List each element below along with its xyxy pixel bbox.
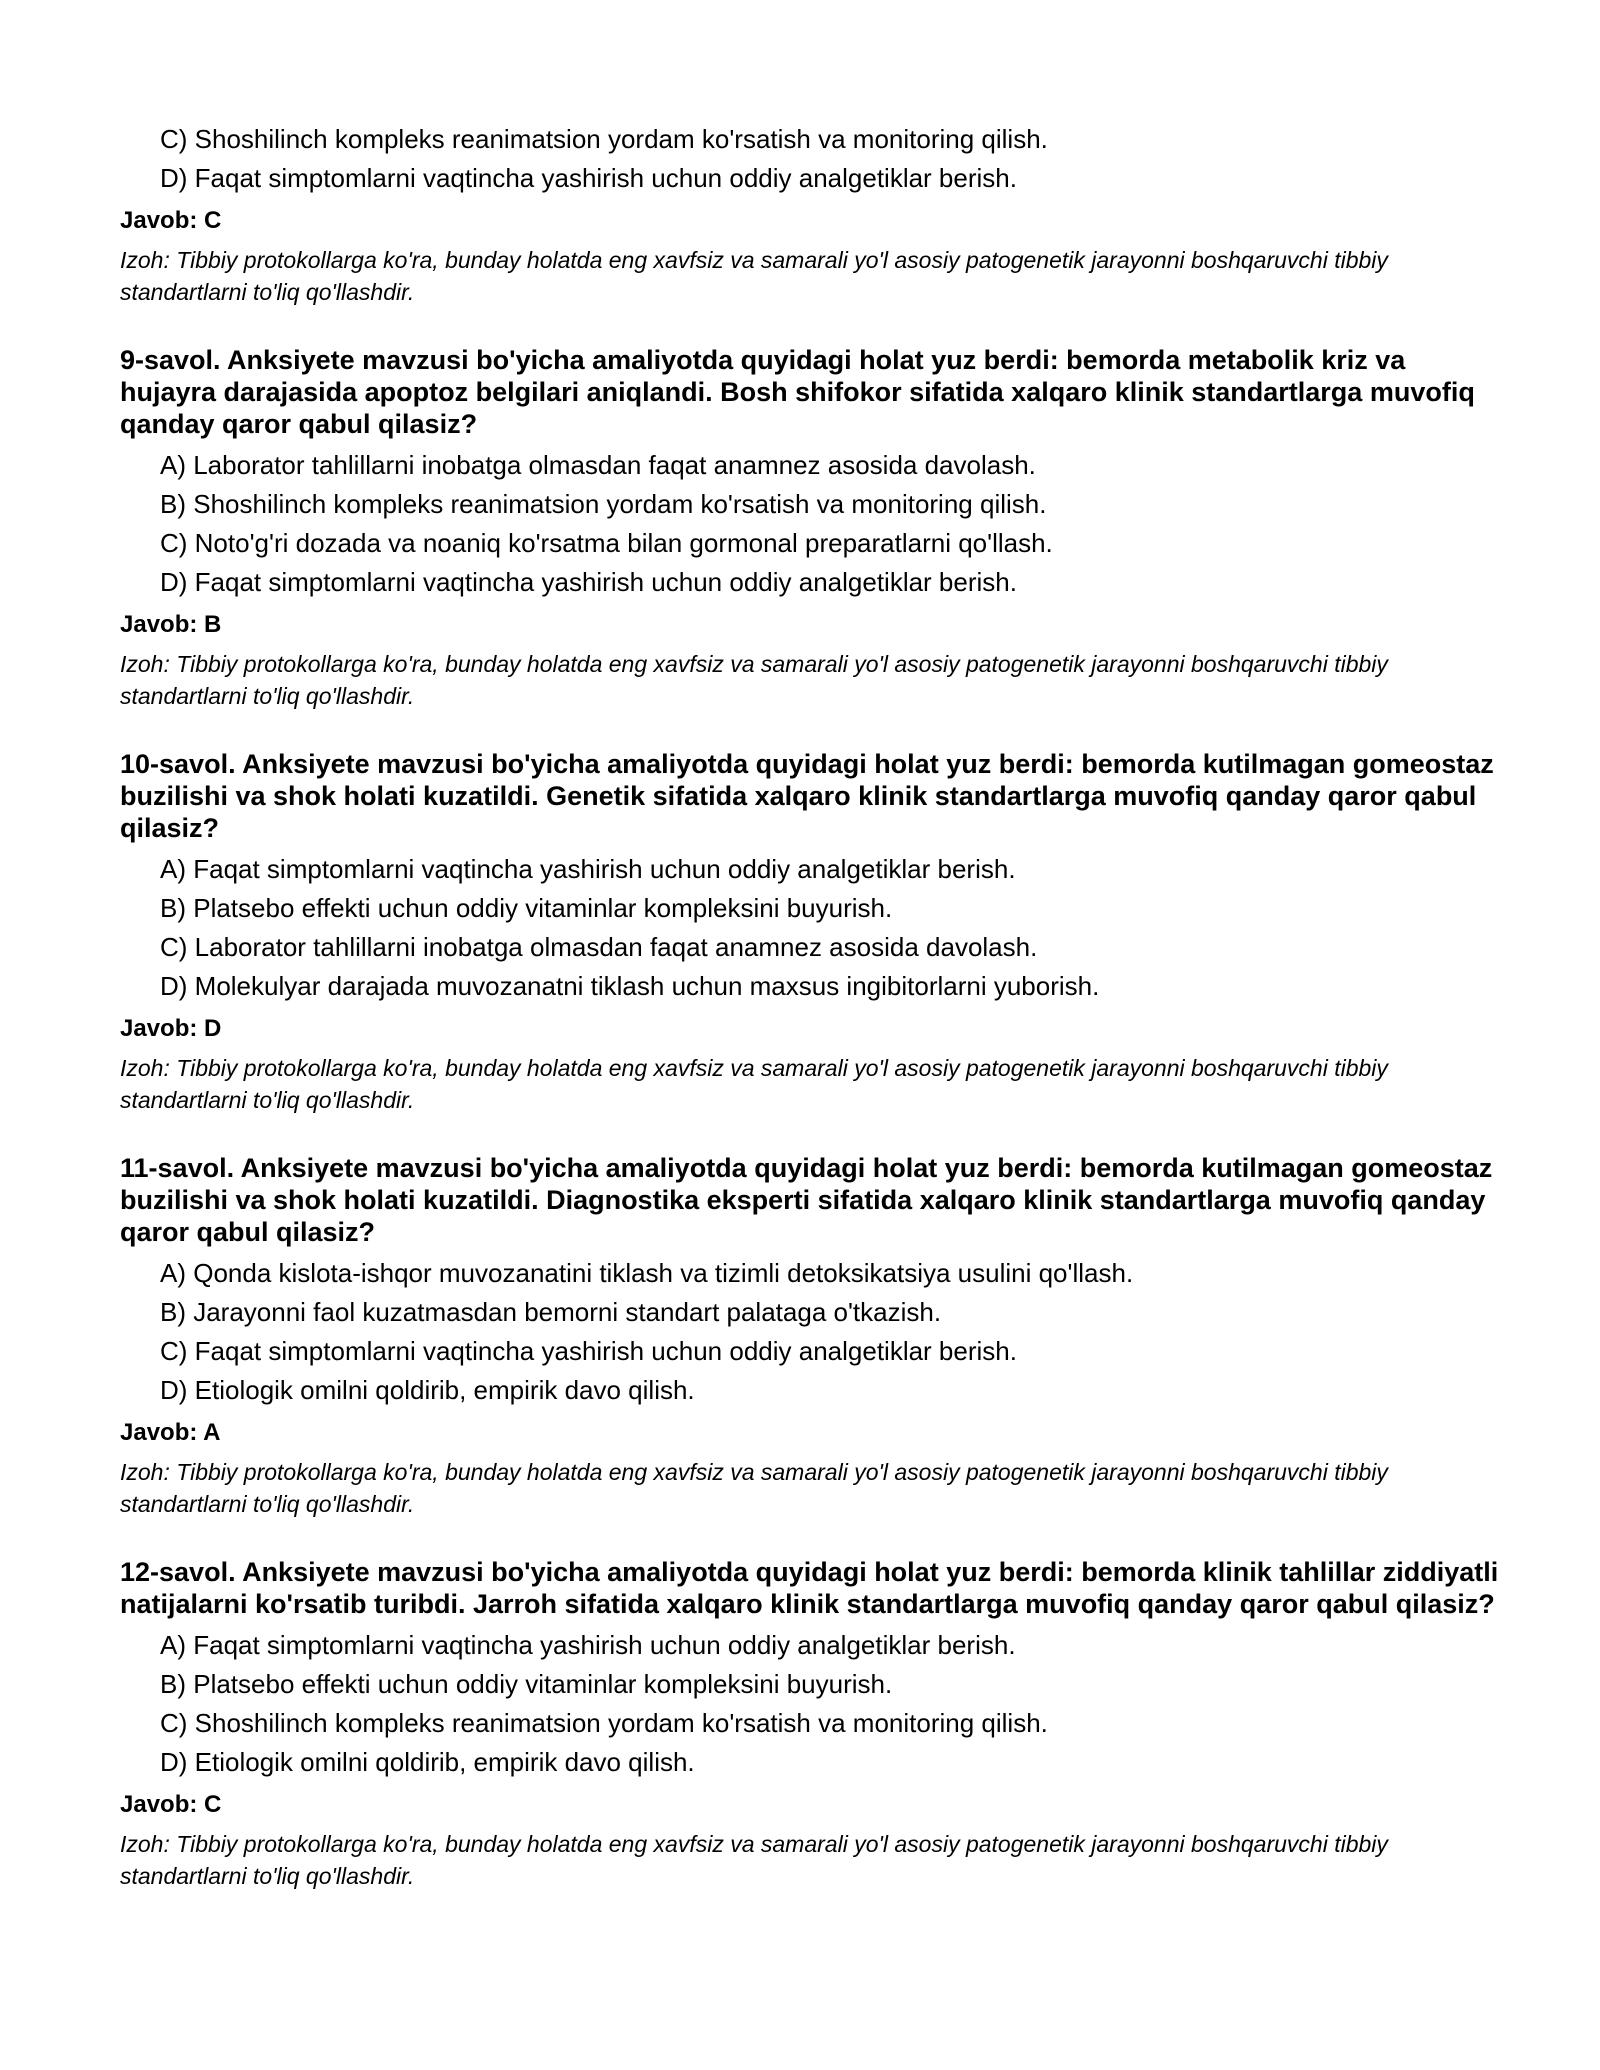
answer: Javob: A [120, 1419, 221, 1446]
explanation: Izoh: Tibbiy protokollarga ko'ra, bunday holatda eng xavfsiz va samarali yo'l asosiy patogenetik jarayonni boshqaruvchi tibbiy standartlarni to'liq qo'llashdir. [120, 1831, 1388, 1889]
question-title: 10-savol. Anksiyete mavzusi bo'yicha amaliyotda quyidagi holat yuz berdi: bemorda kutilmagan gomeostaz buzilishi va shok holati kuzatildi. Genetik sifatida xalqaro klinik standartlarga muvofiq qanday qaror qabul qilasiz? [120, 749, 1494, 843]
answer: Javob: B [120, 611, 222, 638]
option: A) Laborator tahlillarni inobatga olmasdan faqat anamnez asosida davolash. [160, 450, 1036, 480]
explanation: Izoh: Tibbiy protokollarga ko'ra, bunday holatda eng xavfsiz va samarali yo'l asosiy patogenetik jarayonni boshqaruvchi tibbiy standartlarni to'liq qo'llashdir. [120, 247, 1388, 305]
question-title: 11-savol. Anksiyete mavzusi bo'yicha amaliyotda quyidagi holat yuz berdi: bemorda kutilmagan gomeostaz buzilishi va shok holati kuzatildi. Diagnostika eksperti sifatida xalqaro klinik standartlarga muvofiq qanday qaror qabul qilasiz? [120, 1153, 1493, 1247]
option: D) Faqat simptomlarni vaqtincha yashirish uchun oddiy analgetiklar berish. [160, 567, 1017, 597]
options-list [120, 1254, 1500, 1410]
option: D) Etiologik omilni qoldirib, empirik davo qilish. [160, 1747, 695, 1777]
option: D) Faqat simptomlarni vaqtincha yashirish uchun oddiy analgetiklar berish. [160, 163, 1017, 193]
answer: Javob: C [120, 1791, 222, 1818]
question-title: 9-savol. Anksiyete mavzusi bo'yicha amaliyotda quyidagi holat yuz berdi: bemorda metabolik kriz va hujayra darajasida apoptoz belgilari aniqlandi. Bosh shifokor sifatida xalqaro klinik standartlarga muvofiq qanday qaror qabul qilasiz? [120, 345, 1475, 439]
option: C) Laborator tahlillarni inobatga olmasdan faqat anamnez asosida davolash. [160, 932, 1038, 962]
option: A) Qonda kislota-ishqor muvozanatini tiklash va tizimli detoksikatsiya usulini qo'llash. [160, 1258, 1134, 1288]
option: D) Etiologik omilni qoldirib, empirik davo qilish. [160, 1375, 695, 1405]
answer: Javob: C [120, 207, 222, 234]
options-list [120, 850, 1500, 1006]
question-block [120, 748, 1500, 1116]
question-title: 12-savol. Anksiyete mavzusi bo'yicha amaliyotda quyidagi holat yuz berdi: bemorda klinik tahlillar ziddiyatli natijalarni ko'rsatib turibdi. Jarroh sifatida xalqaro klinik standartlarga muvofiq qanday qaror qabul qilasiz? [120, 1557, 1499, 1619]
explanation: Izoh: Tibbiy protokollarga ko'ra, bunday holatda eng xavfsiz va samarali yo'l asosiy patogenetik jarayonni boshqaruvchi tibbiy standartlarni to'liq qo'llashdir. [120, 651, 1388, 709]
option: A) Faqat simptomlarni vaqtincha yashirish uchun oddiy analgetiklar berish. [160, 854, 1016, 884]
option: C) Noto'g'ri dozada va noaniq ko'rsatma bilan gormonal preparatlarni qo'llash. [160, 528, 1053, 558]
explanation: Izoh: Tibbiy protokollarga ko'ra, bunday holatda eng xavfsiz va samarali yo'l asosiy patogenetik jarayonni boshqaruvchi tibbiy standartlarni to'liq qo'llashdir. [120, 1459, 1388, 1517]
question-block [120, 344, 1500, 712]
question-block [120, 1152, 1500, 1520]
option: B) Platsebo effekti uchun oddiy vitaminlar kompleksini buyurish. [160, 1669, 893, 1699]
document-page [120, 0, 1500, 1892]
options-list [120, 446, 1500, 602]
option: C) Shoshilinch kompleks reanimatsion yordam ko'rsatish va monitoring qilish. [160, 124, 1048, 154]
option: A) Faqat simptomlarni vaqtincha yashirish uchun oddiy analgetiklar berish. [160, 1630, 1016, 1660]
option: B) Platsebo effekti uchun oddiy vitaminlar kompleksini buyurish. [160, 893, 893, 923]
option: B) Shoshilinch kompleks reanimatsion yordam ko'rsatish va monitoring qilish. [160, 489, 1047, 519]
options-list [120, 1626, 1500, 1782]
answer: Javob: D [120, 1015, 222, 1042]
question-block-continued [120, 120, 1500, 308]
option: C) Faqat simptomlarni vaqtincha yashirish uchun oddiy analgetiklar berish. [160, 1336, 1017, 1366]
options-list [120, 120, 1500, 198]
explanation: Izoh: Tibbiy protokollarga ko'ra, bunday holatda eng xavfsiz va samarali yo'l asosiy patogenetik jarayonni boshqaruvchi tibbiy standartlarni to'liq qo'llashdir. [120, 1055, 1388, 1113]
option: D) Molekulyar darajada muvozanatni tiklash uchun maxsus ingibitorlarni yuborish. [160, 971, 1100, 1001]
option: C) Shoshilinch kompleks reanimatsion yordam ko'rsatish va monitoring qilish. [160, 1708, 1048, 1738]
question-block [120, 1556, 1500, 1892]
option: B) Jarayonni faol kuzatmasdan bemorni standart palataga o'tkazish. [160, 1297, 942, 1327]
